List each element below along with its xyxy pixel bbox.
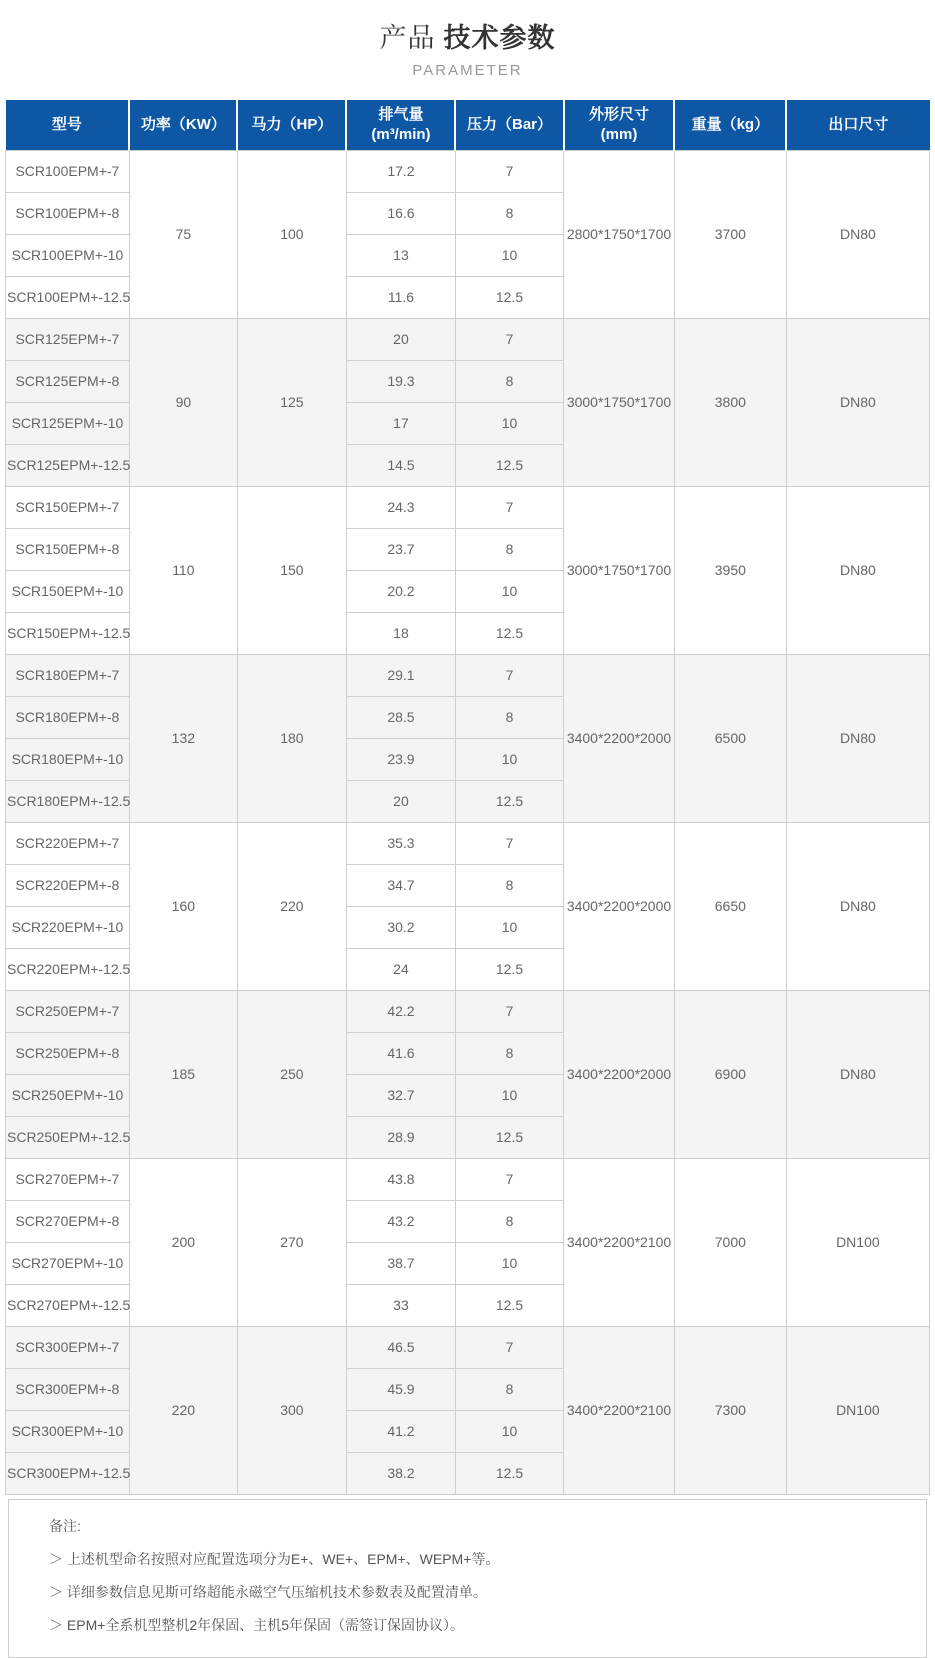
pressure-cell: 12.5 [455, 948, 563, 990]
table-row [6, 1158, 930, 1200]
model-cell: SCR125EPM+-10 [6, 402, 130, 444]
pressure-cell: 8 [455, 1368, 563, 1410]
horsepower-cell: 250 [237, 990, 346, 1158]
model-cell: SCR250EPM+-12.5 [6, 1116, 130, 1158]
table-row [6, 822, 930, 864]
pressure-cell: 10 [455, 402, 563, 444]
pressure-cell: 7 [455, 990, 563, 1032]
pressure-cell: 8 [455, 1200, 563, 1242]
pressure-cell: 8 [455, 192, 563, 234]
flow-cell: 42.2 [346, 990, 455, 1032]
pressure-cell: 10 [455, 906, 563, 948]
dimensions-cell: 2800*1750*1700 [564, 150, 675, 318]
pressure-cell: 10 [455, 234, 563, 276]
weight-cell: 3700 [674, 150, 786, 318]
dimensions-cell: 3000*1750*1700 [564, 318, 675, 486]
model-cell: SCR100EPM+-8 [6, 192, 130, 234]
note-item: ＞ EPM+全系机型整机2年保固、主机5年保固（需签订保固协议）。 [49, 1616, 464, 1633]
table-body [6, 150, 930, 1494]
power-cell: 132 [129, 654, 237, 822]
pressure-cell: 8 [455, 696, 563, 738]
table-row [6, 318, 930, 360]
model-cell: SCR150EPM+-8 [6, 528, 130, 570]
table-row [6, 150, 930, 192]
column-header-outlet: 出口尺寸 [786, 100, 929, 150]
pressure-cell: 12.5 [455, 780, 563, 822]
weight-cell: 6900 [674, 990, 786, 1158]
flow-cell: 45.9 [346, 1368, 455, 1410]
model-cell: SCR270EPM+-7 [6, 1158, 130, 1200]
flow-cell: 34.7 [346, 864, 455, 906]
pressure-cell: 7 [455, 1326, 563, 1368]
note-item: ＞ 上述机型命名按照对应配置选项分为E+、WE+、EPM+、WEPM+等。 [49, 1550, 500, 1567]
horsepower-cell: 180 [237, 654, 346, 822]
power-cell: 110 [129, 486, 237, 654]
outlet-cell: DN80 [786, 150, 929, 318]
model-cell: SCR180EPM+-8 [6, 696, 130, 738]
model-cell: SCR220EPM+-12.5 [6, 948, 130, 990]
model-cell: SCR250EPM+-8 [6, 1032, 130, 1074]
weight-cell: 7000 [674, 1158, 786, 1326]
column-header-power: 功率（KW） [129, 100, 237, 150]
column-header-pressure: 压力（Bar） [455, 100, 563, 150]
power-cell: 200 [129, 1158, 237, 1326]
pressure-cell: 7 [455, 654, 563, 696]
power-cell: 160 [129, 822, 237, 990]
flow-cell: 35.3 [346, 822, 455, 864]
horsepower-cell: 100 [237, 150, 346, 318]
power-cell: 185 [129, 990, 237, 1158]
outlet-cell: DN80 [786, 486, 929, 654]
column-header-flow: 排气量 (m³/min) [346, 100, 455, 150]
flow-cell: 18 [346, 612, 455, 654]
model-cell: SCR270EPM+-12.5 [6, 1284, 130, 1326]
model-cell: SCR100EPM+-10 [6, 234, 130, 276]
dimensions-cell: 3000*1750*1700 [564, 486, 675, 654]
outlet-cell: DN100 [786, 1158, 929, 1326]
power-cell: 75 [129, 150, 237, 318]
flow-cell: 20.2 [346, 570, 455, 612]
model-cell: SCR180EPM+-10 [6, 738, 130, 780]
model-cell: SCR300EPM+-10 [6, 1410, 130, 1452]
column-header-model: 型号 [6, 100, 130, 150]
pressure-cell: 7 [455, 1158, 563, 1200]
flow-cell: 13 [346, 234, 455, 276]
pressure-cell: 12.5 [455, 612, 563, 654]
pressure-cell: 8 [455, 528, 563, 570]
page-title-bold: 技术参数 [443, 23, 556, 53]
flow-cell: 46.5 [346, 1326, 455, 1368]
horsepower-cell: 125 [237, 318, 346, 486]
pressure-cell: 12.5 [455, 1116, 563, 1158]
power-cell: 90 [129, 318, 237, 486]
flow-cell: 20 [346, 780, 455, 822]
table-row [6, 486, 930, 528]
pressure-cell: 12.5 [455, 1284, 563, 1326]
weight-cell: 6650 [674, 822, 786, 990]
model-cell: SCR250EPM+-7 [6, 990, 130, 1032]
weight-cell: 3800 [674, 318, 786, 486]
flow-cell: 32.7 [346, 1074, 455, 1116]
pressure-cell: 12.5 [455, 1452, 563, 1494]
model-cell: SCR125EPM+-7 [6, 318, 130, 360]
dimensions-cell: 3400*2200*2000 [564, 990, 675, 1158]
outlet-cell: DN80 [786, 990, 929, 1158]
table-row [6, 1326, 930, 1368]
flow-cell: 41.2 [346, 1410, 455, 1452]
flow-cell: 30.2 [346, 906, 455, 948]
weight-cell: 3950 [674, 486, 786, 654]
pressure-cell: 10 [455, 1242, 563, 1284]
outlet-cell: DN80 [786, 654, 929, 822]
pressure-cell: 12.5 [455, 276, 563, 318]
model-cell: SCR125EPM+-12.5 [6, 444, 130, 486]
spec-table [5, 100, 930, 1495]
table-header-row [6, 100, 930, 150]
model-cell: SCR180EPM+-7 [6, 654, 130, 696]
model-cell: SCR150EPM+-12.5 [6, 612, 130, 654]
model-cell: SCR100EPM+-12.5 [6, 276, 130, 318]
flow-cell: 14.5 [346, 444, 455, 486]
pressure-cell: 10 [455, 738, 563, 780]
page-title-light: 产品 [379, 23, 436, 53]
model-cell: SCR150EPM+-7 [6, 486, 130, 528]
weight-cell: 7300 [674, 1326, 786, 1494]
power-cell: 220 [129, 1326, 237, 1494]
dimensions-cell: 3400*2200*2100 [564, 1158, 675, 1326]
flow-cell: 43.8 [346, 1158, 455, 1200]
flow-cell: 28.9 [346, 1116, 455, 1158]
notes-list [49, 1549, 906, 1635]
model-cell: SCR250EPM+-10 [6, 1074, 130, 1116]
page-subtitle: PARAMETER [412, 62, 523, 79]
note-item: ＞ 详细参数信息见斯可络超能永磁空气压缩机技术参数表及配置清单。 [49, 1583, 487, 1600]
flow-cell: 23.7 [346, 528, 455, 570]
flow-cell: 28.5 [346, 696, 455, 738]
page-title [0, 0, 935, 55]
flow-cell: 20 [346, 318, 455, 360]
pressure-cell: 10 [455, 570, 563, 612]
flow-cell: 41.6 [346, 1032, 455, 1074]
model-cell: SCR300EPM+-7 [6, 1326, 130, 1368]
dimensions-cell: 3400*2200*2100 [564, 1326, 675, 1494]
model-cell: SCR125EPM+-8 [6, 360, 130, 402]
pressure-cell: 12.5 [455, 444, 563, 486]
horsepower-cell: 150 [237, 486, 346, 654]
flow-cell: 43.2 [346, 1200, 455, 1242]
model-cell: SCR100EPM+-7 [6, 150, 130, 192]
model-cell: SCR220EPM+-7 [6, 822, 130, 864]
table-row [6, 654, 930, 696]
model-cell: SCR300EPM+-8 [6, 1368, 130, 1410]
model-cell: SCR180EPM+-12.5 [6, 780, 130, 822]
pressure-cell: 8 [455, 1032, 563, 1074]
column-header-horsepower: 马力（HP） [237, 100, 346, 150]
notes-box [8, 1499, 927, 1658]
flow-cell: 24 [346, 948, 455, 990]
pressure-cell: 7 [455, 150, 563, 192]
flow-cell: 24.3 [346, 486, 455, 528]
flow-cell: 17 [346, 402, 455, 444]
flow-cell: 17.2 [346, 150, 455, 192]
flow-cell: 16.6 [346, 192, 455, 234]
horsepower-cell: 220 [237, 822, 346, 990]
flow-cell: 11.6 [346, 276, 455, 318]
pressure-cell: 8 [455, 360, 563, 402]
model-cell: SCR270EPM+-10 [6, 1242, 130, 1284]
horsepower-cell: 300 [237, 1326, 346, 1494]
pressure-cell: 8 [455, 864, 563, 906]
weight-cell: 6500 [674, 654, 786, 822]
notes-heading: 备注: [49, 1517, 81, 1534]
outlet-cell: DN80 [786, 822, 929, 990]
flow-cell: 38.7 [346, 1242, 455, 1284]
pressure-cell: 7 [455, 486, 563, 528]
pressure-cell: 7 [455, 318, 563, 360]
model-cell: SCR300EPM+-12.5 [6, 1452, 130, 1494]
outlet-cell: DN100 [786, 1326, 929, 1494]
flow-cell: 29.1 [346, 654, 455, 696]
outlet-cell: DN80 [786, 318, 929, 486]
flow-cell: 38.2 [346, 1452, 455, 1494]
horsepower-cell: 270 [237, 1158, 346, 1326]
flow-cell: 23.9 [346, 738, 455, 780]
dimensions-cell: 3400*2200*2000 [564, 822, 675, 990]
pressure-cell: 10 [455, 1074, 563, 1116]
model-cell: SCR220EPM+-10 [6, 906, 130, 948]
model-cell: SCR220EPM+-8 [6, 864, 130, 906]
flow-cell: 19.3 [346, 360, 455, 402]
table-row [6, 990, 930, 1032]
model-cell: SCR150EPM+-10 [6, 570, 130, 612]
column-header-dimensions: 外形尺寸 (mm) [564, 100, 675, 150]
dimensions-cell: 3400*2200*2000 [564, 654, 675, 822]
pressure-cell: 7 [455, 822, 563, 864]
model-cell: SCR270EPM+-8 [6, 1200, 130, 1242]
flow-cell: 33 [346, 1284, 455, 1326]
column-header-weight: 重量（kg） [674, 100, 786, 150]
pressure-cell: 10 [455, 1410, 563, 1452]
